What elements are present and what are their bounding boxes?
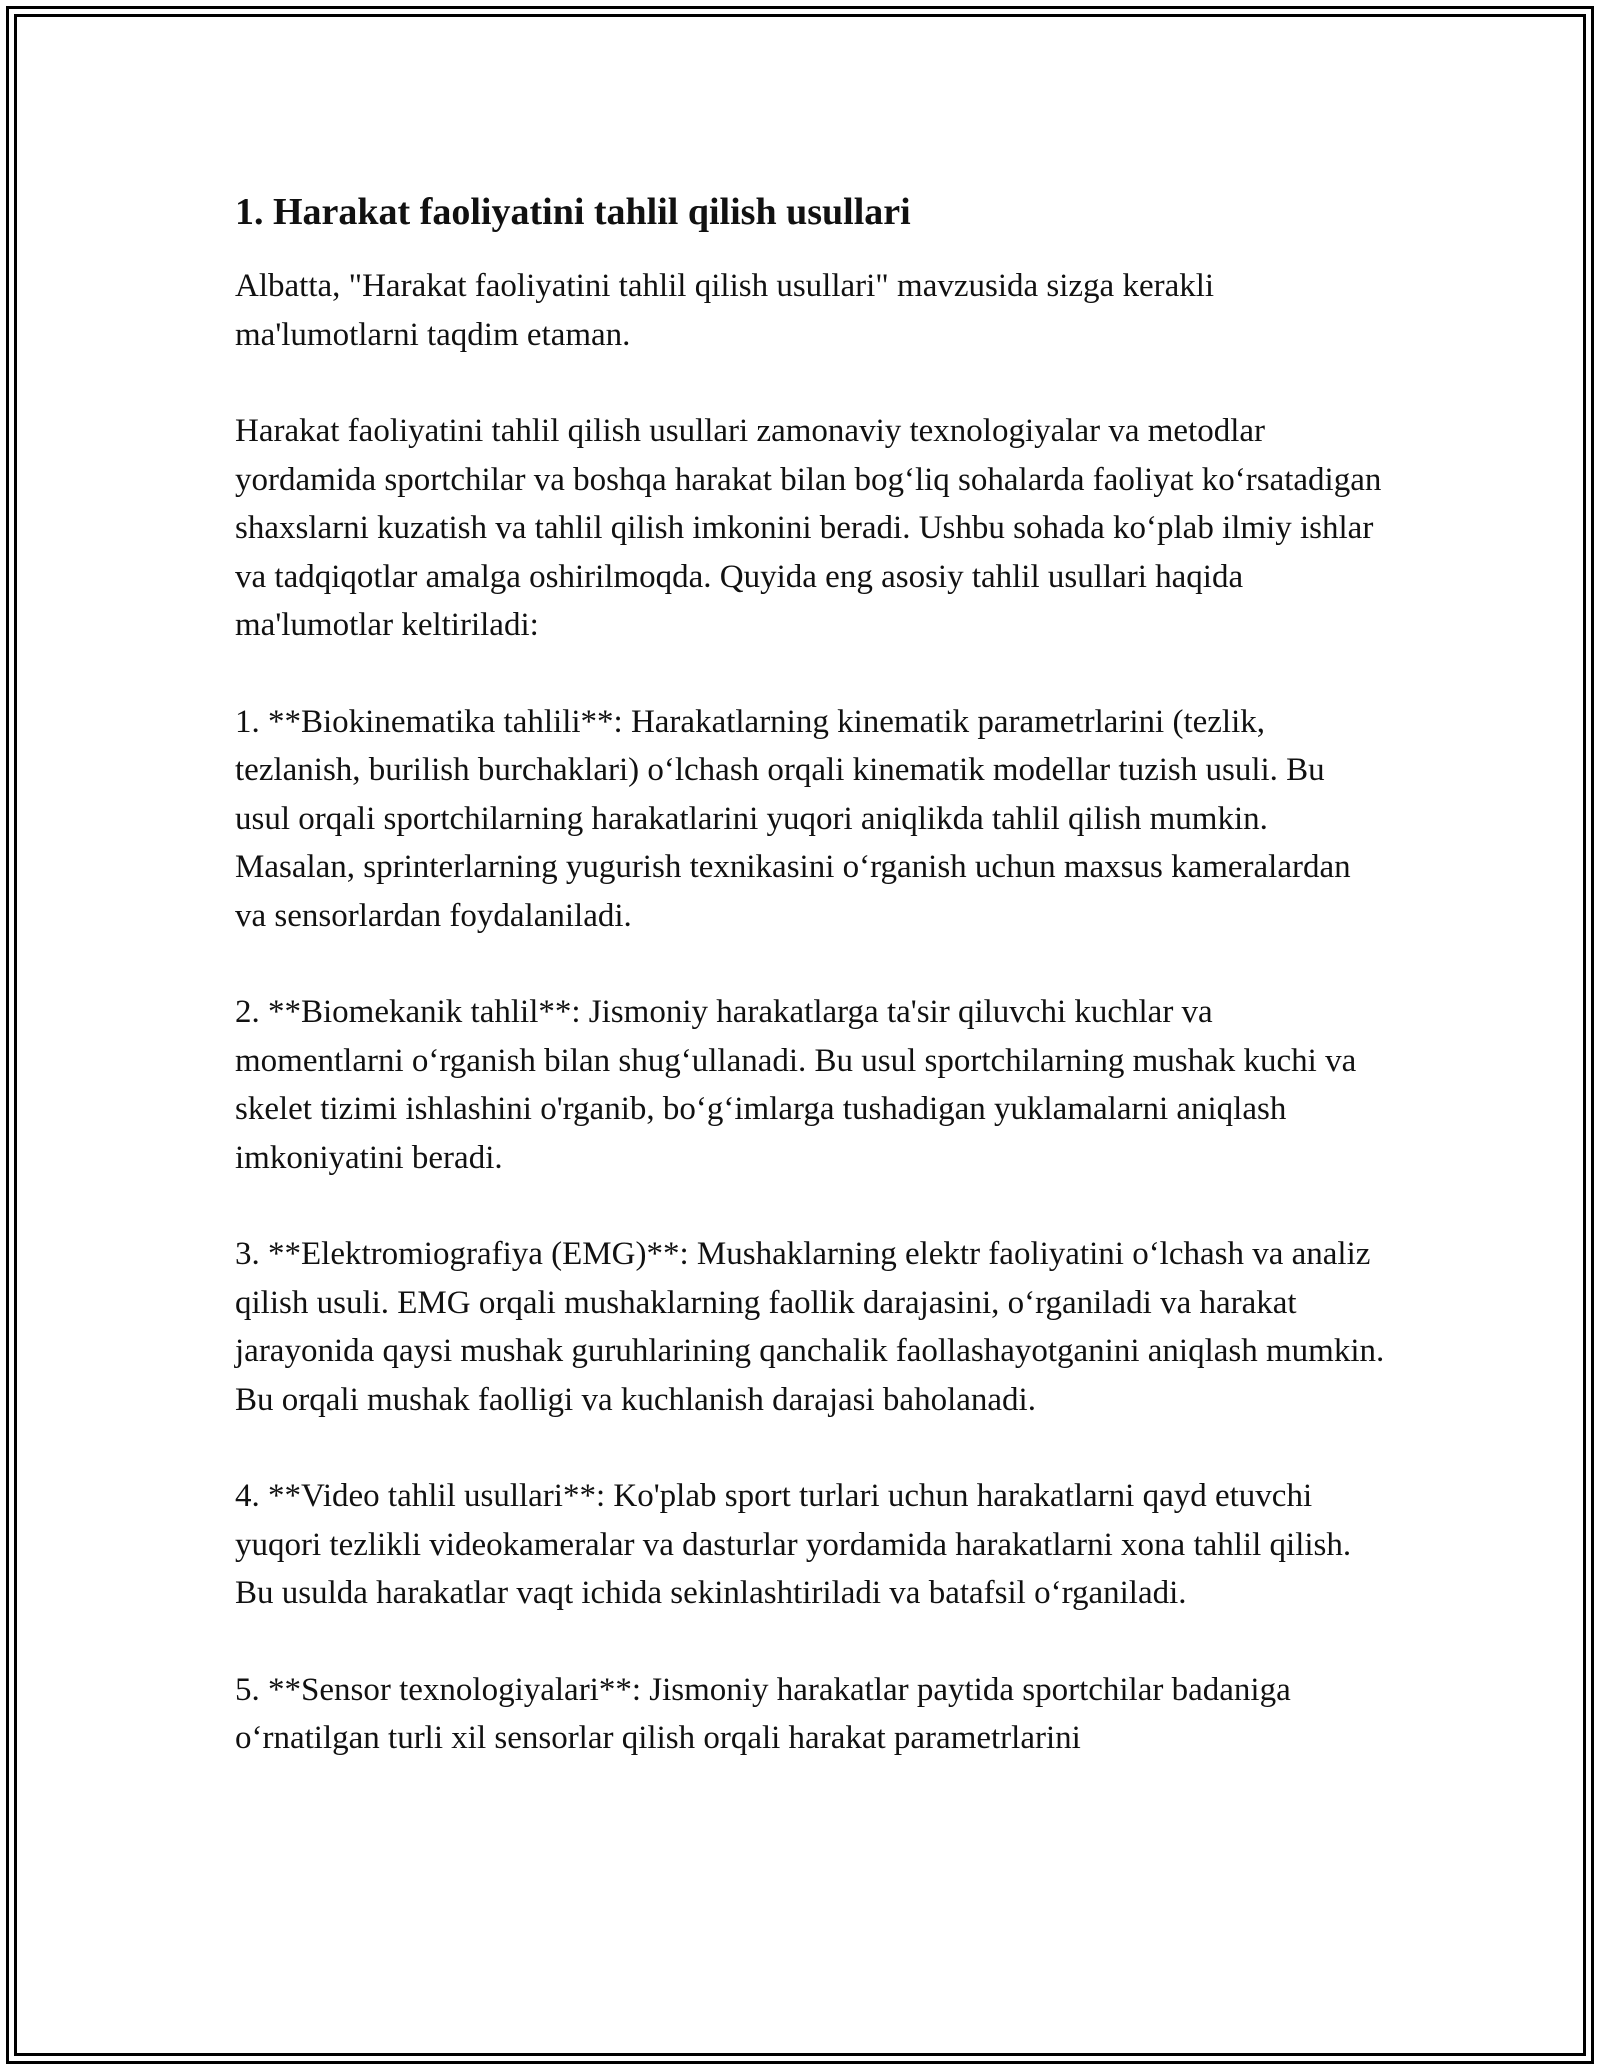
intro-paragraph: Albatta, "Harakat faoliyatini tahlil qilish usullari" mavzusida sizga kerakli ma'lumotlarni taqdim etaman. [235,268,1215,353]
overview-paragraph: Harakat faoliyatini tahlil qilish usullari zamonaviy texnologiyalar va metodlar yordamida sportchilar va boshqa harakat bilan bog‘liq sohalarda faoliyat ko‘rsatadigan shaxslarni kuzatish va tahlil qilish imkonini beradi. Ushbu sohada ko‘plab ilmiy ishlar va tadqiqotlar amalga oshirilmoqda. Quyida eng asosiy tahlil usullari haqida ma'lumotlar keltiriladi: [235,413,1382,643]
method-biomechanics-paragraph: 2. **Biomekanik tahlil**: Jismoniy harakatlarga ta'sir qiluvchi kuchlar va momentlarni o‘rganish bilan shug‘ullanadi. Bu usul sportchilarning mushak kuchi va skelet tizimi ishlashini o'rganib, bo‘g‘imlarga tushadigan yuklamalarni aniqlash imkoniyatini beradi. [235,994,1357,1176]
section-heading: 1. Harakat faoliyatini tahlil qilish usullari [235,191,911,233]
document-body [235,188,1385,1811]
method-video-paragraph: 4. **Video tahlil usullari**: Ko'plab sport turlari uchun harakatlarni qayd etuvchi yuqori tezlikli videokameralar va dasturlar yordamida harakatlarni xona tahlil qilish. Bu usulda harakatlar vaqt ichida sekinlashtiriladi va batafsil o‘rganiladi. [235,1478,1352,1611]
method-emg-paragraph: 3. **Elektromiografiya (EMG)**: Mushaklarning elektr faoliyatini o‘lchash va analiz qilish usuli. EMG orqali mushaklarning faollik darajasini, o‘rganiladi va harakat jarayonida qaysi mushak guruhlarining qanchalik faollashayotganini aniqlash mumkin. Bu orqali mushak faolligi va kuchlanish darajasi baholanadi. [235,1236,1385,1418]
method-sensor-paragraph: 5. **Sensor texnologiyalari**: Jismoniy harakatlar paytida sportchilar badaniga o‘rnatilgan turli xil sensorlar qilish orqali harakat parametrlarini [235,1671,1291,1756]
method-biokinematics-paragraph: 1. **Biokinematika tahlili**: Harakatlarning kinematik parametrlarini (tezlik, tezlanish, burilish burchaklari) o‘lchash orqali kinematik modellar tuzish usuli. Bu usul orqali sportchilarning harakatlarini yuqori aniqlikda tahlil qilish mumkin. Masalan, sprinterlarning yugurish texnikasini o‘rganish uchun maxsus kameralardan va sensorlardan foydalaniladi. [235,703,1351,934]
